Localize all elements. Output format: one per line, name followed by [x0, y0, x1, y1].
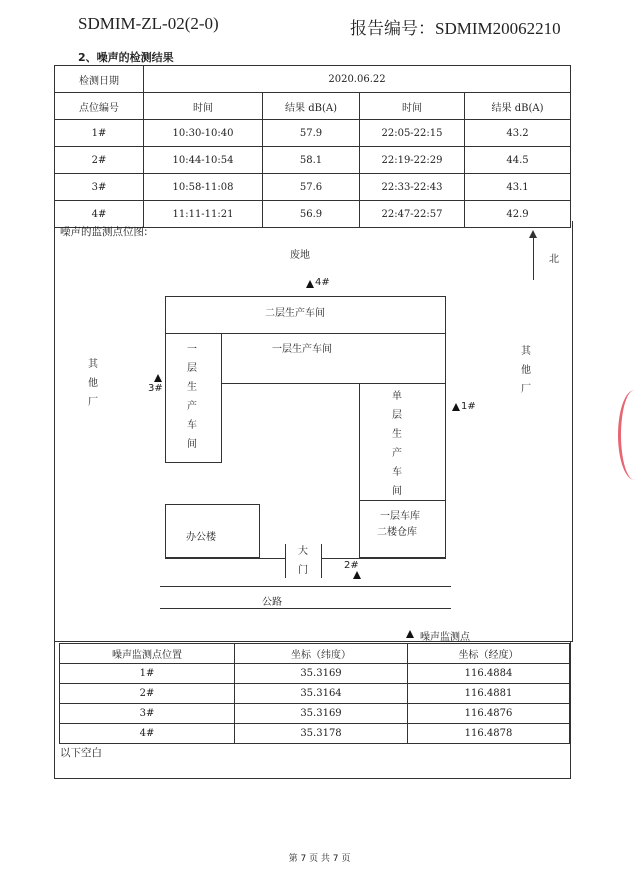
cell-result-night: 43.1: [465, 174, 571, 201]
cell-latitude: 35.3178: [235, 724, 408, 744]
cell-longitude: 116.4878: [408, 724, 570, 744]
date-label: 检测日期: [55, 66, 144, 93]
road-edge-bottom: [160, 608, 451, 609]
monitor-point-icon: [353, 571, 361, 579]
blank-note: 以下空白: [60, 747, 102, 759]
north-label: 北: [549, 254, 559, 265]
cell-result-night: 42.9: [465, 201, 571, 228]
point-1-label: 1#: [461, 401, 476, 412]
wasteland-label: 废地: [290, 250, 310, 261]
cell-time-day: 10:58-11:08: [144, 174, 263, 201]
second-floor-workshop-label: 二层生产车间: [265, 308, 325, 319]
cell-result-day: 57.6: [263, 174, 360, 201]
cell-point: 4#: [60, 724, 235, 744]
cell-time-day: 10:44-10:54: [144, 147, 263, 174]
table-row: [55, 147, 571, 174]
cell-point: 2#: [55, 147, 144, 174]
cell-longitude: 116.4881: [408, 684, 570, 704]
col-location: 噪声监测点位置: [60, 644, 235, 664]
table-row: [60, 704, 570, 724]
warehouse-label: 二楼仓库: [377, 527, 417, 538]
legend-label: 噪声监测点: [420, 632, 470, 643]
garage-label: 一层车库: [380, 511, 420, 522]
legend-point-icon: [406, 630, 414, 638]
seal-stamp: [618, 390, 639, 480]
wall-bottom-right: [321, 558, 446, 559]
table-row: [55, 120, 571, 147]
cell-time-night: 22:33-22:43: [360, 174, 465, 201]
cell-point: 3#: [60, 704, 235, 724]
road-edge-top: [160, 586, 451, 587]
cell-time-day: 10:30-10:40: [144, 120, 263, 147]
report-number: 报告编号：SDMIM20062210: [350, 19, 561, 38]
cell-longitude: 116.4876: [408, 704, 570, 724]
diagram-title: 噪声的监测点位图:: [60, 226, 148, 238]
gate-post-left: [285, 544, 286, 578]
point-3-label: 3#: [148, 383, 163, 394]
cell-point: 1#: [60, 664, 235, 684]
cell-point: 2#: [60, 684, 235, 704]
single-floor-workshop-label: 单层生产车间: [392, 391, 402, 497]
date-value: 2020.06.22: [144, 66, 571, 93]
noise-results-table: [54, 65, 571, 228]
cell-point: 4#: [55, 201, 144, 228]
col-result-day: 结果 dB(A): [263, 93, 360, 120]
north-arrow: [533, 232, 534, 280]
other-factory-left: 其他厂: [88, 359, 98, 408]
cell-point: 1#: [55, 120, 144, 147]
table-row: [60, 684, 570, 704]
cell-time-day: 11:11-11:21: [144, 201, 263, 228]
page-footer: 第 7 页 共 7 页: [288, 854, 351, 864]
table-row: [55, 174, 571, 201]
office-label: 办公楼: [186, 532, 216, 543]
table-row: [60, 724, 570, 744]
road-label: 公路: [262, 597, 282, 608]
col-time-day: 时间: [144, 93, 263, 120]
col-point: 点位编号: [55, 93, 144, 120]
coordinates-table: [59, 643, 570, 744]
first-floor-workshop-horizontal: [221, 333, 446, 384]
cell-result-day: 58.1: [263, 147, 360, 174]
cell-time-night: 22:05-22:15: [360, 120, 465, 147]
section-title: 2、噪声的检测结果: [78, 51, 174, 64]
cell-result-day: 57.9: [263, 120, 360, 147]
cell-time-night: 22:19-22:29: [360, 147, 465, 174]
cell-result-day: 56.9: [263, 201, 360, 228]
cell-latitude: 35.3169: [235, 664, 408, 684]
cell-latitude: 35.3164: [235, 684, 408, 704]
monitor-point-icon: [452, 403, 460, 411]
other-factory-right: 其他厂: [521, 346, 531, 395]
monitor-point-icon: [306, 280, 314, 288]
cell-latitude: 35.3169: [235, 704, 408, 724]
col-result-night: 结果 dB(A): [465, 93, 571, 120]
cell-result-night: 43.2: [465, 120, 571, 147]
cell-point: 3#: [55, 174, 144, 201]
doc-code: SDMIM-ZL-02(2-0): [78, 14, 219, 33]
first-floor-workshop-v-label: 一层生产车间: [187, 344, 197, 450]
point-2-label: 2#: [344, 560, 359, 571]
wall-bottom-left: [165, 558, 285, 559]
table-row: [60, 664, 570, 684]
col-time-night: 时间: [360, 93, 465, 120]
point-4-label: 4#: [315, 277, 330, 288]
north-arrow-head-icon: [529, 230, 537, 238]
cell-result-night: 44.5: [465, 147, 571, 174]
gate-post-right: [321, 544, 322, 578]
col-longitude: 坐标（经度）: [408, 644, 570, 664]
gate-label: 大门: [298, 546, 308, 576]
col-latitude: 坐标（纬度）: [235, 644, 408, 664]
cell-longitude: 116.4884: [408, 664, 570, 684]
first-floor-workshop-h-label: 一层生产车间: [272, 344, 332, 355]
cell-time-night: 22:47-22:57: [360, 201, 465, 228]
monitor-point-icon: [154, 374, 162, 382]
